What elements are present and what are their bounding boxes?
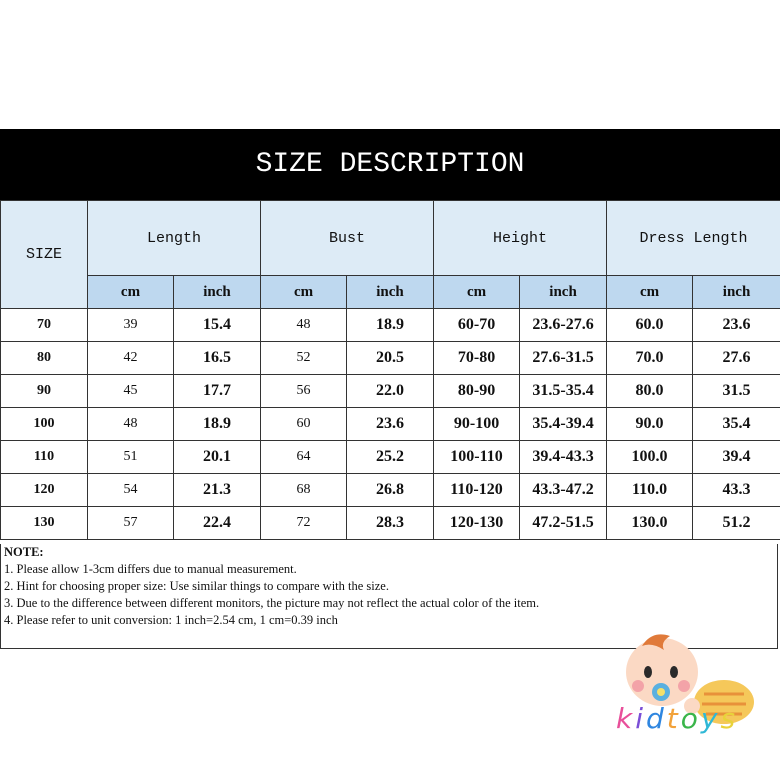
table-cell: 27.6 (693, 342, 780, 375)
table-cell: 60.0 (607, 309, 693, 342)
table-cell: 25.2 (347, 441, 434, 474)
table-row (1, 507, 780, 540)
logo-letter: d (646, 702, 667, 735)
table-cell: 16.5 (174, 342, 261, 375)
table-cell: 23.6-27.6 (520, 309, 607, 342)
table-cell: 17.7 (174, 375, 261, 408)
table-row (1, 474, 780, 507)
size-table (0, 200, 780, 540)
unit-header: inch (520, 276, 607, 309)
logo-cheek (632, 680, 644, 692)
table-cell: 51 (88, 441, 174, 474)
table-row (1, 375, 780, 408)
table-cell: 35.4-39.4 (520, 408, 607, 441)
size-cell: 70 (1, 309, 88, 342)
table-cell: 64 (261, 441, 347, 474)
table-cell: 60 (261, 408, 347, 441)
table-cell: 43.3-47.2 (520, 474, 607, 507)
table-cell: 18.9 (174, 408, 261, 441)
table-cell: 47.2-51.5 (520, 507, 607, 540)
table-cell: 130.0 (607, 507, 693, 540)
dress-length-header: Dress Length (607, 201, 780, 276)
height-header: Height (434, 201, 607, 276)
table-cell: 43.3 (693, 474, 780, 507)
table-cell: 48 (261, 309, 347, 342)
note-item: 2. Hint for choosing proper size: Use similar things to compare with the size. (4, 579, 389, 593)
table-cell: 22.4 (174, 507, 261, 540)
table-cell: 90.0 (607, 408, 693, 441)
unit-header: cm (261, 276, 347, 309)
table-cell: 28.3 (347, 507, 434, 540)
note-item: 1. Please allow 1-3cm differs due to manual measurement. (4, 562, 297, 576)
brand-logo-text (616, 702, 738, 735)
length-header: Length (88, 201, 261, 276)
table-cell: 35.4 (693, 408, 780, 441)
table-row (1, 309, 780, 342)
table-cell: 72 (261, 507, 347, 540)
unit-header: cm (434, 276, 520, 309)
logo-pacifier-center (657, 688, 665, 696)
logo-letter: i (635, 702, 646, 735)
size-cell: 110 (1, 441, 88, 474)
logo-eye (644, 666, 652, 678)
table-cell: 31.5 (693, 375, 780, 408)
table-cell: 39 (88, 309, 174, 342)
bust-header: Bust (261, 201, 434, 276)
table-cell: 23.6 (347, 408, 434, 441)
table-cell: 80.0 (607, 375, 693, 408)
logo-letter: t (666, 702, 681, 735)
page-title: SIZE DESCRIPTION (0, 129, 780, 200)
table-cell: 70-80 (434, 342, 520, 375)
table-cell: 20.1 (174, 441, 261, 474)
table-cell: 80-90 (434, 375, 520, 408)
table-cell: 100-110 (434, 441, 520, 474)
unit-header: cm (88, 276, 174, 309)
size-cell: 100 (1, 408, 88, 441)
table-cell: 22.0 (347, 375, 434, 408)
table-cell: 39.4 (693, 441, 780, 474)
table-cell: 31.5-35.4 (520, 375, 607, 408)
table-cell: 52 (261, 342, 347, 375)
table-cell: 15.4 (174, 309, 261, 342)
note-item: 4. Please refer to unit conversion: 1 inch=2.54 cm, 1 cm=0.39 inch (4, 613, 338, 627)
table-cell: 42 (88, 342, 174, 375)
unit-header: inch (174, 276, 261, 309)
unit-header: cm (607, 276, 693, 309)
note-item: 3. Due to the difference between different monitors, the picture may not reflect the actual color of the item. (4, 596, 540, 610)
table-cell: 68 (261, 474, 347, 507)
table-cell: 39.4-43.3 (520, 441, 607, 474)
table-cell: 120-130 (434, 507, 520, 540)
table-cell: 27.6-31.5 (520, 342, 607, 375)
unit-header: inch (347, 276, 434, 309)
logo-letter: k (616, 702, 636, 735)
table-cell: 18.9 (347, 309, 434, 342)
logo-cheek (678, 680, 690, 692)
table-cell: 54 (88, 474, 174, 507)
table-cell: 56 (261, 375, 347, 408)
size-cell: 80 (1, 342, 88, 375)
table-row (1, 408, 780, 441)
table-cell: 100.0 (607, 441, 693, 474)
logo-letter: o (680, 702, 701, 735)
logo-letter: s (720, 702, 739, 735)
logo-eye (670, 666, 678, 678)
table-cell: 48 (88, 408, 174, 441)
table-cell: 110-120 (434, 474, 520, 507)
size-cell: 90 (1, 375, 88, 408)
table-cell: 51.2 (693, 507, 780, 540)
unit-header: inch (693, 276, 780, 309)
table-cell: 21.3 (174, 474, 261, 507)
table-cell: 23.6 (693, 309, 780, 342)
table-row (1, 342, 780, 375)
notes-title: NOTE: (4, 545, 44, 559)
logo-letter: y (700, 702, 721, 735)
table-cell: 90-100 (434, 408, 520, 441)
table-cell: 110.0 (607, 474, 693, 507)
table-cell: 20.5 (347, 342, 434, 375)
table-cell: 57 (88, 507, 174, 540)
table-row (1, 441, 780, 474)
size-header: SIZE (1, 201, 88, 309)
size-cell: 120 (1, 474, 88, 507)
table-cell: 26.8 (347, 474, 434, 507)
table-cell: 60-70 (434, 309, 520, 342)
table-cell: 70.0 (607, 342, 693, 375)
size-cell: 130 (1, 507, 88, 540)
table-cell: 45 (88, 375, 174, 408)
